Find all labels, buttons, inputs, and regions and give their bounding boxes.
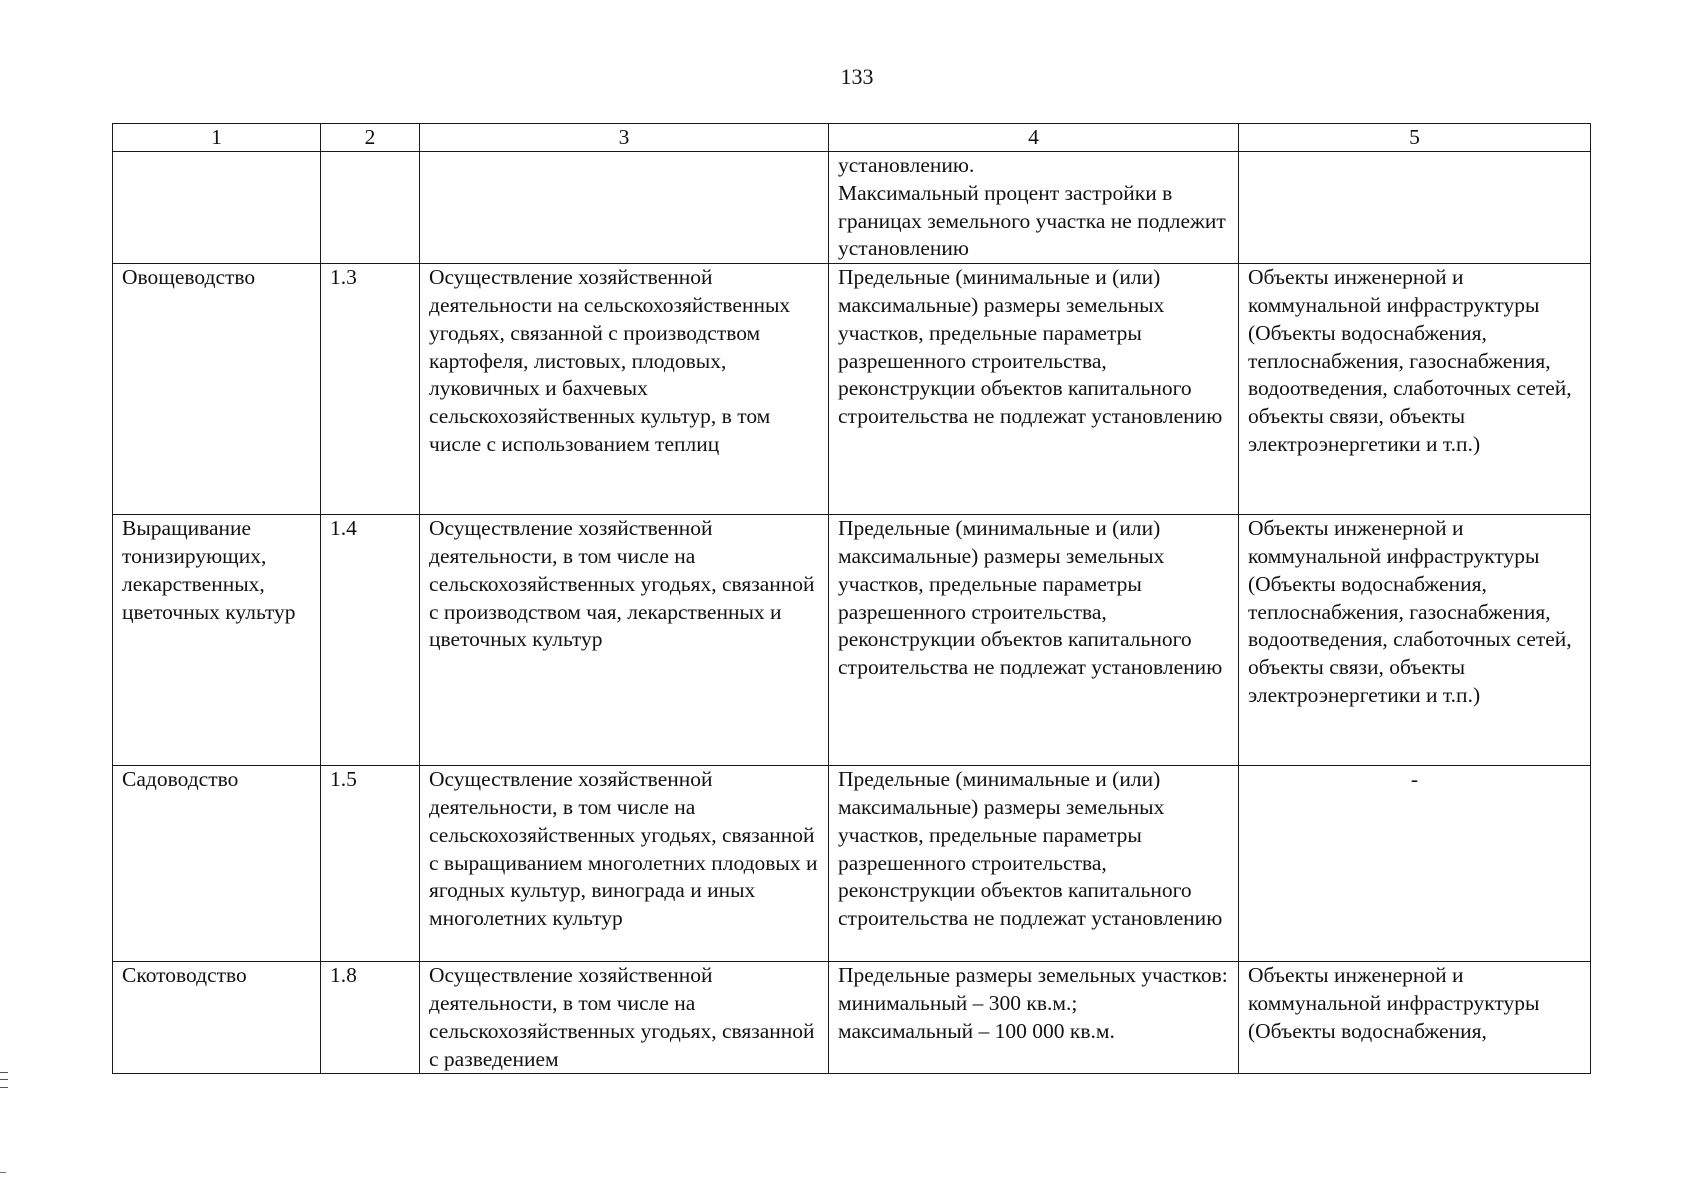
objects-cell: Объекты инженерной и коммунальной инфраструктуры (Объекты водоснабжения, <box>1239 962 1591 1074</box>
use-description-cell <box>420 152 829 264</box>
page-number: 133 <box>840 64 874 89</box>
parameters-cell: Предельные (минимальные и (или) максимальные) размеры земельных участков, предельные параметры разрешенного строительства, реконструкции объектов капитального строительства не подлежат установлению <box>829 515 1239 766</box>
use-code-cell: 1.8 <box>321 962 420 1074</box>
use-code-cell <box>321 152 420 264</box>
objects-cell: - <box>1239 766 1591 962</box>
use-code-cell: 1.5 <box>321 766 420 962</box>
parameters-cell: Предельные (минимальные и (или) максимальные) размеры земельных участков, предельные параметры разрешенного строительства, реконструкции объектов капитального строительства не подлежат установлению <box>829 766 1239 962</box>
use-code-cell: 1.4 <box>321 515 420 766</box>
use-code-cell: 1.3 <box>321 264 420 515</box>
table-row <box>113 962 1591 1074</box>
header-cell: 4 <box>829 124 1239 152</box>
use-description-cell: Осуществление хозяйственной деятельности, в том числе на сельскохозяйственных угодьях, связанной с разведением <box>420 962 829 1074</box>
header-cell: 5 <box>1239 124 1591 152</box>
objects-cell: Объекты инженерной и коммунальной инфраструктуры (Объекты водоснабжения, теплоснабжения, газоснабжения, водоотведения, слаботочных сетей, объекты связи, объекты электроэнергетики и т.п.) <box>1239 515 1591 766</box>
table-row <box>113 515 1591 766</box>
use-description-cell: Осуществление хозяйственной деятельности на сельскохозяйственных угодьях, связанной с производством картофеля, листовых, плодовых, луковичных и бахчевых сельскохозяйственных культур, в том числе с использованием теплиц <box>420 264 829 515</box>
table-row <box>113 264 1591 515</box>
use-description-cell: Осуществление хозяйственной деятельности, в том числе на сельскохозяйственных угодьях, связанной с выращиванием многолетних плодовых и ягодных культур, винограда и иных многолетних культур <box>420 766 829 962</box>
parameters-cell: Предельные размеры земельных участков: минимальный – 300 кв.м.; максимальный – 100 000 кв.м. <box>829 962 1239 1074</box>
table-row <box>113 152 1591 264</box>
scan-margin-dash <box>0 1172 6 1173</box>
use-name-cell: Овощеводство <box>113 264 321 515</box>
table-header-row <box>113 124 1591 152</box>
objects-cell: Объекты инженерной и коммунальной инфраструктуры (Объекты водоснабжения, теплоснабжения, газоснабжения, водоотведения, слаботочных сетей, объекты связи, объекты электроэнергетики и т.п.) <box>1239 264 1591 515</box>
header-cell: 1 <box>113 124 321 152</box>
land-use-table <box>112 123 1591 1074</box>
use-name-cell: Выращивание тонизирующих, лекарственных, цветочных культур <box>113 515 321 766</box>
header-cell: 3 <box>420 124 829 152</box>
objects-cell <box>1239 152 1591 264</box>
use-name-cell: Скотоводство <box>113 962 321 1074</box>
use-name-cell <box>113 152 321 264</box>
scan-margin-mark <box>0 1072 8 1088</box>
table-row <box>113 766 1591 962</box>
parameters-cell: установлению. Максимальный процент застройки в границах земельного участка не подлежит установлению <box>829 152 1239 264</box>
parameters-cell: Предельные (минимальные и (или) максимальные) размеры земельных участков, предельные параметры разрешенного строительства, реконструкции объектов капитального строительства не подлежат установлению <box>829 264 1239 515</box>
use-description-cell: Осуществление хозяйственной деятельности, в том числе на сельскохозяйственных угодьях, связанной с производством чая, лекарственных и цветочных культур <box>420 515 829 766</box>
use-name-cell: Садоводство <box>113 766 321 962</box>
header-cell: 2 <box>321 124 420 152</box>
